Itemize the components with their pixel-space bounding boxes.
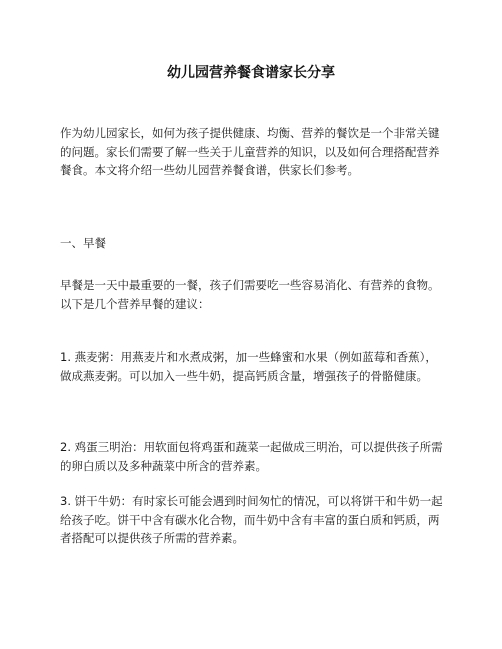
section-intro-paragraph: 早餐是一天中最重要的一餐，孩子们需要吃一些容易消化、有营养的食物。以下是几个营养早餐的建议：	[60, 278, 440, 311]
list-item: 2. 鸡蛋三明治：用软面包将鸡蛋和蔬菜一起做成三明治，可以提供孩子所需的卵白质以及多种蔬菜中所含的营养素。	[60, 440, 443, 473]
intro-paragraph: 作为幼儿园家长，如何为孩子提供健康、均衡、营养的餐饮是一个非常关键的问题。家长们需要了解一些关于儿童营养的知识，以及如何合理搭配营养餐食。本文将介绍一些幼儿园营养餐食谱，供家长们参考。	[60, 126, 440, 177]
list-item: 3. 饼干牛奶：有时家长可能会遇到时间匆忙的情况，可以将饼干和牛奶一起给孩子吃。饼干中含有碳水化合物，而牛奶中含有丰富的蛋白质和钙质，两者搭配可以提供孩子所需的营养素。	[60, 494, 443, 545]
page-title: 幼儿园营养餐食谱家长分享	[167, 65, 335, 81]
list-item: 1. 燕麦粥：用燕麦片和水煮成粥，加一些蜂蜜和水果（例如蓝莓和香蕉），做成燕麦粥。可以加入一些牛奶，提高钙质含量，增强孩子的骨骼健康。	[60, 350, 437, 383]
section-heading: 一、早餐	[60, 236, 106, 250]
